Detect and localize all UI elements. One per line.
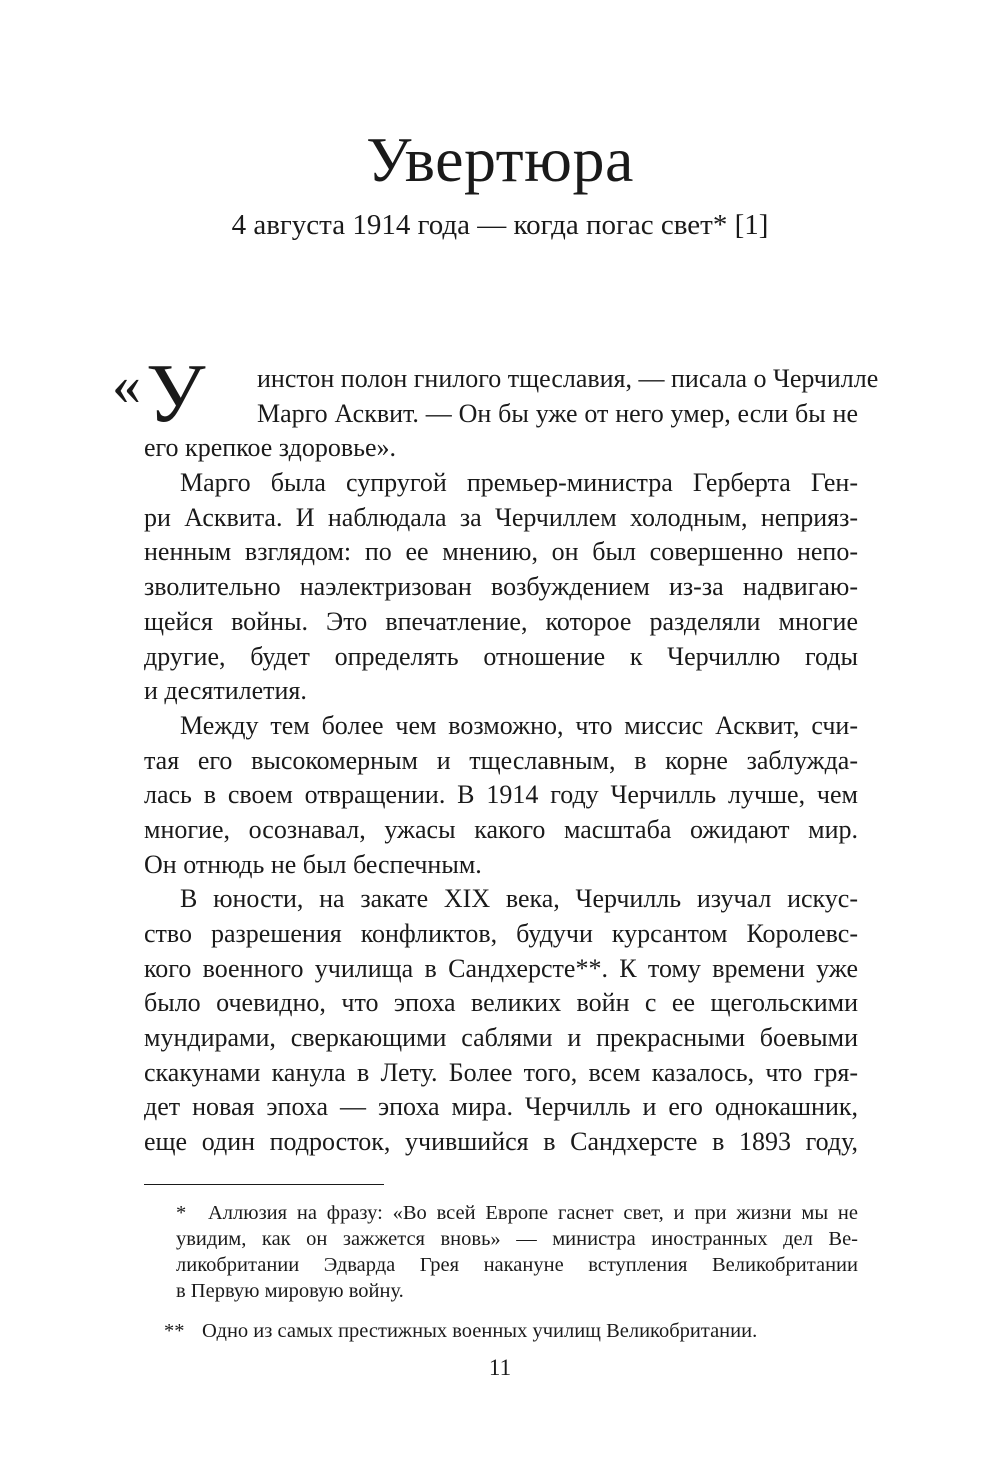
footnote-line: в Первую мировую войну. <box>176 1280 404 1302</box>
body-line: зволительно наэлектризован возбуждением из-за надвигаю- <box>144 572 858 602</box>
body-text <box>144 362 879 1160</box>
body-line: и десятилетия. <box>144 676 307 706</box>
drop-cap: У <box>146 347 206 440</box>
body-line: Между тем более чем возможно, что миссис Асквит, счи- <box>180 710 858 740</box>
footnote-line: ликобритании Эдварда Грея накануне вступления Великобритании <box>176 1254 858 1276</box>
footnote-marker: * <box>176 1202 187 1224</box>
body-line: лась в своем отвращении. В 1914 году Черчилль лучше, чем <box>144 780 858 810</box>
body-line: ненным взглядом: по ее мнению, он был совершенно непо- <box>144 537 858 567</box>
body-line: многие, осознавал, ужасы какого масштаба ожидают мир. <box>144 814 858 844</box>
footnote-marker: ** <box>164 1320 185 1342</box>
opening-quote-mark: « <box>112 352 141 417</box>
body-line: его крепкое здоровье». <box>144 433 397 463</box>
body-line: Марго Асквит. — Он бы уже от него умер, если бы не <box>257 398 858 428</box>
body-line: мундирами, сверкающими саблями и прекрасными боевыми <box>144 1023 858 1053</box>
body-line: ство разрешения конфликтов, будучи курсантом Королевс- <box>144 919 858 948</box>
footnote-line <box>144 1200 858 1226</box>
body-line: скакунами канула в Лету. Более того, всем казалось, что гря- <box>144 1057 858 1087</box>
footnote-line <box>144 1318 858 1344</box>
body-line: ри Асквита. И наблюдала за Черчиллем холодным, неприяз- <box>144 502 858 532</box>
footnotes <box>144 1200 858 1344</box>
body-line: Марго была супругой премьер-министра Герберта Ген- <box>180 468 858 498</box>
chapter-title: Увертюра <box>366 124 634 195</box>
footnote-2 <box>144 1318 858 1344</box>
footnote-1 <box>144 1200 858 1304</box>
footnote-line: увидим, как он зажжется вновь» — министра иностранных дел Ве- <box>176 1228 858 1250</box>
body-line: щейся войны. Это впечатление, которое разделяли многие <box>144 606 858 636</box>
footnote-text: Аллюзия на фразу: «Во всей Европе гаснет свет, и при жизни мы не <box>208 1202 858 1224</box>
footnote-text: Одно из самых престижных военных училищ Великобритании. <box>202 1320 758 1342</box>
body-line: инстон полон гнилого тщеславия, — писала о Черчилле <box>257 364 879 393</box>
footnote-divider <box>144 1184 384 1185</box>
body-line: Он отнюдь не был беспечным. <box>144 849 482 879</box>
body-line: еще один подросток, учившийся в Сандхерсте в 1893 году, <box>144 1127 858 1157</box>
body-line: другие, будет определять отношение к Черчиллю годы <box>144 641 858 671</box>
body-line: дет новая эпоха — эпоха мира. Черчилль и его однокашник, <box>144 1092 858 1122</box>
chapter-subtitle: 4 августа 1914 года — когда погас свет* [1] <box>231 209 769 241</box>
body-line: кого военного училища в Сандхерсте**. К тому времени уже <box>144 953 858 983</box>
page-number: 11 <box>488 1355 512 1380</box>
body-line: тая его высокомерным и тщеславным, в корне заблужда- <box>144 745 858 775</box>
body-line: В юности, на закате XIX века, Черчилль изучал искус- <box>180 884 858 914</box>
body-line: было очевидно, что эпоха великих войн с ее щегольскими <box>144 988 858 1018</box>
